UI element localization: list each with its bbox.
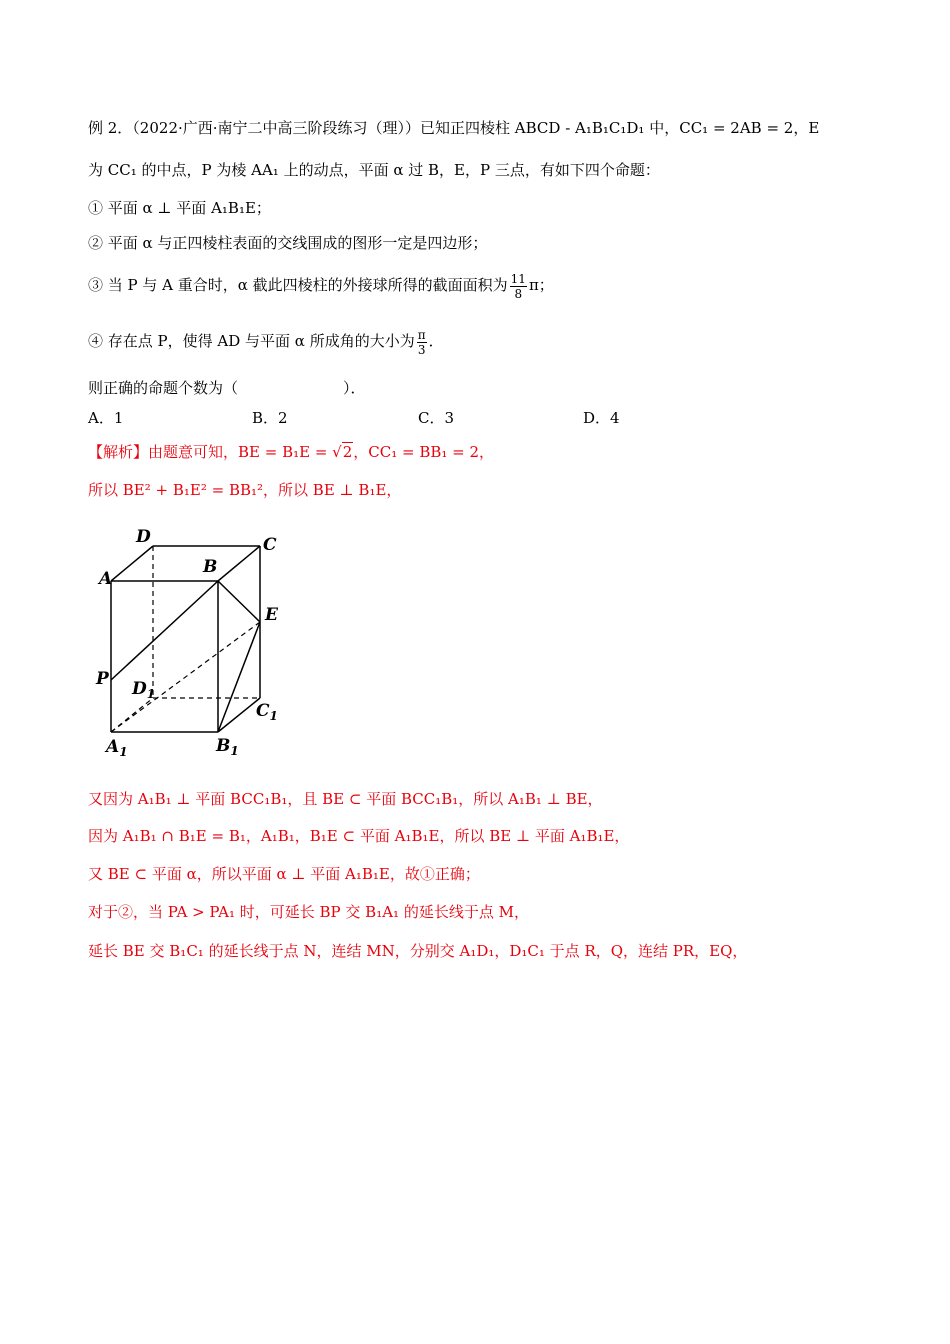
proposition-4-text: ④ 存在点 P，使得 AD 与平面 α 所成角的大小为 — [88, 332, 415, 350]
solution-line-1-text: 【解析】由题意可知，BE = B₁E = — [88, 443, 333, 461]
fraction-pi-3 — [417, 328, 427, 357]
problem-line-2: 为 CC₁ 的中点，P 为棱 AA₁ 上的动点，平面 α 过 B，E，P 三点，有如下四个命题： — [88, 161, 660, 179]
label-b1: $B_1$ — [216, 736, 239, 758]
proposition-2: ② 平面 α 与正四棱柱表面的交线围成的图形一定是四边形； — [88, 234, 488, 252]
proposition-1: ① 平面 α ⊥ 平面 A₁B₁E； — [88, 199, 271, 217]
proposition-3-text: ③ 当 P 与 A 重合时，α 截此四棱柱的外接球所得的截面面积为 — [88, 276, 508, 294]
option-a: A．1 — [88, 409, 124, 427]
fraction-numerator: π — [417, 327, 426, 342]
label-p: P — [96, 669, 109, 689]
solution-line-1 — [88, 442, 494, 462]
fraction-numerator: 11 — [510, 271, 526, 286]
solution-line-4: 因为 A₁B₁ ∩ B₁E = B₁，A₁B₁，B₁E ⊂ 平面 A₁B₁E，所以 BE ⊥ 平面 A₁B₁E， — [88, 827, 630, 845]
fraction-11-8 — [510, 272, 527, 301]
label-c1: $C_1$ — [256, 701, 278, 723]
problem-line-1: 例 2．（2022·广西·南宁二中高三阶段练习（理））已知正四棱柱 ABCD - A₁B₁C₁D₁ 中，CC₁ = 2AB = 2，E — [88, 119, 820, 137]
label-d1: $D_1$ — [132, 679, 156, 701]
fraction-denominator: 3 — [417, 342, 426, 357]
option-c: C．3 — [418, 409, 455, 427]
question-line: 则正确的命题个数为（ ）． — [88, 379, 366, 397]
fraction-denominator: 8 — [514, 286, 523, 301]
label-e: E — [265, 605, 278, 625]
sqrt-2: √2 — [332, 443, 353, 461]
label-b: B — [203, 557, 218, 577]
proposition-3 — [88, 270, 554, 301]
proposition-3-end: π； — [528, 276, 554, 294]
label-d: D — [136, 527, 151, 547]
sqrt-radicand: 2 — [342, 443, 353, 461]
prism-figure — [88, 522, 298, 762]
solution-line-5: 又 BE ⊂ 平面 α，所以平面 α ⊥ 平面 A₁B₁E，故①正确； — [88, 865, 480, 883]
option-d: D．4 — [583, 409, 620, 427]
label-a1: $A_1$ — [106, 737, 128, 759]
solution-line-6: 对于②，当 PA > PA₁ 时，可延长 BP 交 B₁A₁ 的延长线于点 M， — [88, 903, 529, 921]
solution-line-1-end: ，CC₁ = BB₁ = 2， — [353, 443, 495, 461]
solution-line-2: 所以 BE² + B₁E² = BB₁²，所以 BE ⊥ B₁E， — [88, 481, 402, 499]
option-b: B．2 — [252, 409, 288, 427]
solution-line-3: 又因为 A₁B₁ ⊥ 平面 BCC₁B₁，且 BE ⊂ 平面 BCC₁B₁，所以 A₁B₁ ⊥ BE， — [88, 790, 603, 808]
label-a: A — [99, 569, 113, 589]
label-c: C — [263, 535, 277, 555]
solution-line-7: 延长 BE 交 B₁C₁ 的延长线于点 N，连结 MN，分别交 A₁D₁，D₁C₁ 于点 R，Q，连结 PR，EQ， — [88, 942, 748, 960]
proposition-4 — [88, 326, 444, 357]
proposition-4-end: ． — [428, 332, 444, 350]
